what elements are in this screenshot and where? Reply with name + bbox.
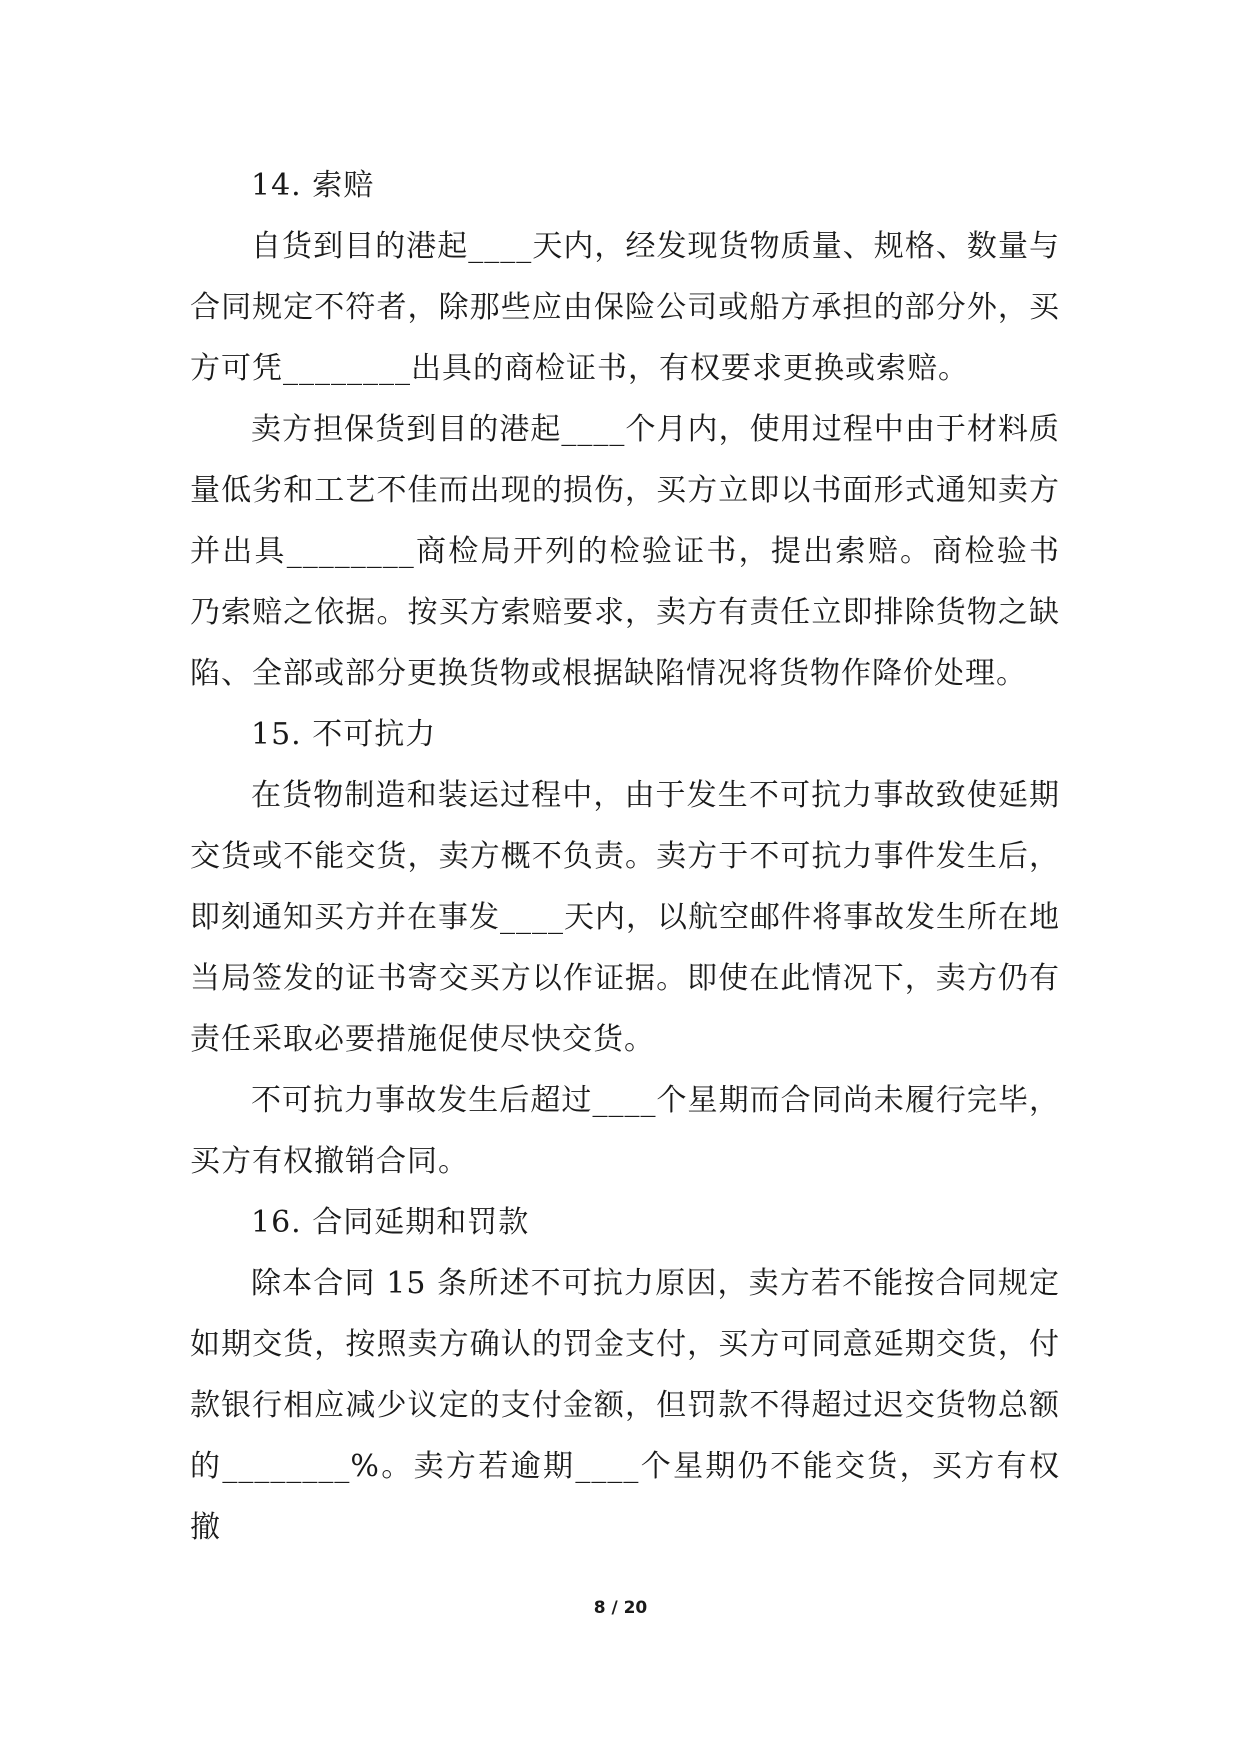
paragraph: 卖方担保货到目的港起____个月内，使用过程中由于材料质量低劣和工艺不佳而出现的损伤，买方立即以书面形式通知卖方并出具________商检局开列的检验证书，提出索赔。商检验书乃索赔之依据。按买方索赔要求，卖方有责任立即排除货物之缺陷、全部或部分更换货物或根据缺陷情况将货物作降价处理。	[190, 412, 1060, 691]
document-body	[190, 155, 1060, 1558]
section-heading-delay-penalty: 16. 合同延期和罚款	[251, 1205, 530, 1240]
paragraph: 自货到目的港起____天内，经发现货物质量、规格、数量与合同规定不符者，除那些应由保险公司或船方承担的部分外，买方可凭________出具的商检证书，有权要求更换或索赔。	[190, 229, 1060, 386]
paragraph: 除本合同 15 条所述不可抗力原因，卖方若不能按合同规定如期交货，按照卖方确认的罚金支付，买方可同意延期交货，付款银行相应减少议定的支付金额，但罚款不得超过迟交货物总额的________%。卖方若逾期____个星期仍不能交货，买方有权撤	[190, 1266, 1060, 1545]
paragraph: 不可抗力事故发生后超过____个星期而合同尚未履行完毕，买方有权撤销合同。	[190, 1083, 1060, 1179]
section-heading-claims: 14. 索赔	[251, 168, 375, 203]
paragraph: 在货物制造和装运过程中，由于发生不可抗力事故致使延期交货或不能交货，卖方概不负责。卖方于不可抗力事件发生后，即刻通知买方并在事发____天内，以航空邮件将事故发生所在地当局签发的证书寄交买方以作证据。即使在此情况下，卖方仍有责任采取必要措施促使尽快交货。	[190, 778, 1060, 1057]
section-heading-force-majeure: 15. 不可抗力	[251, 717, 437, 752]
page-number: 8 / 20	[593, 1598, 648, 1618]
